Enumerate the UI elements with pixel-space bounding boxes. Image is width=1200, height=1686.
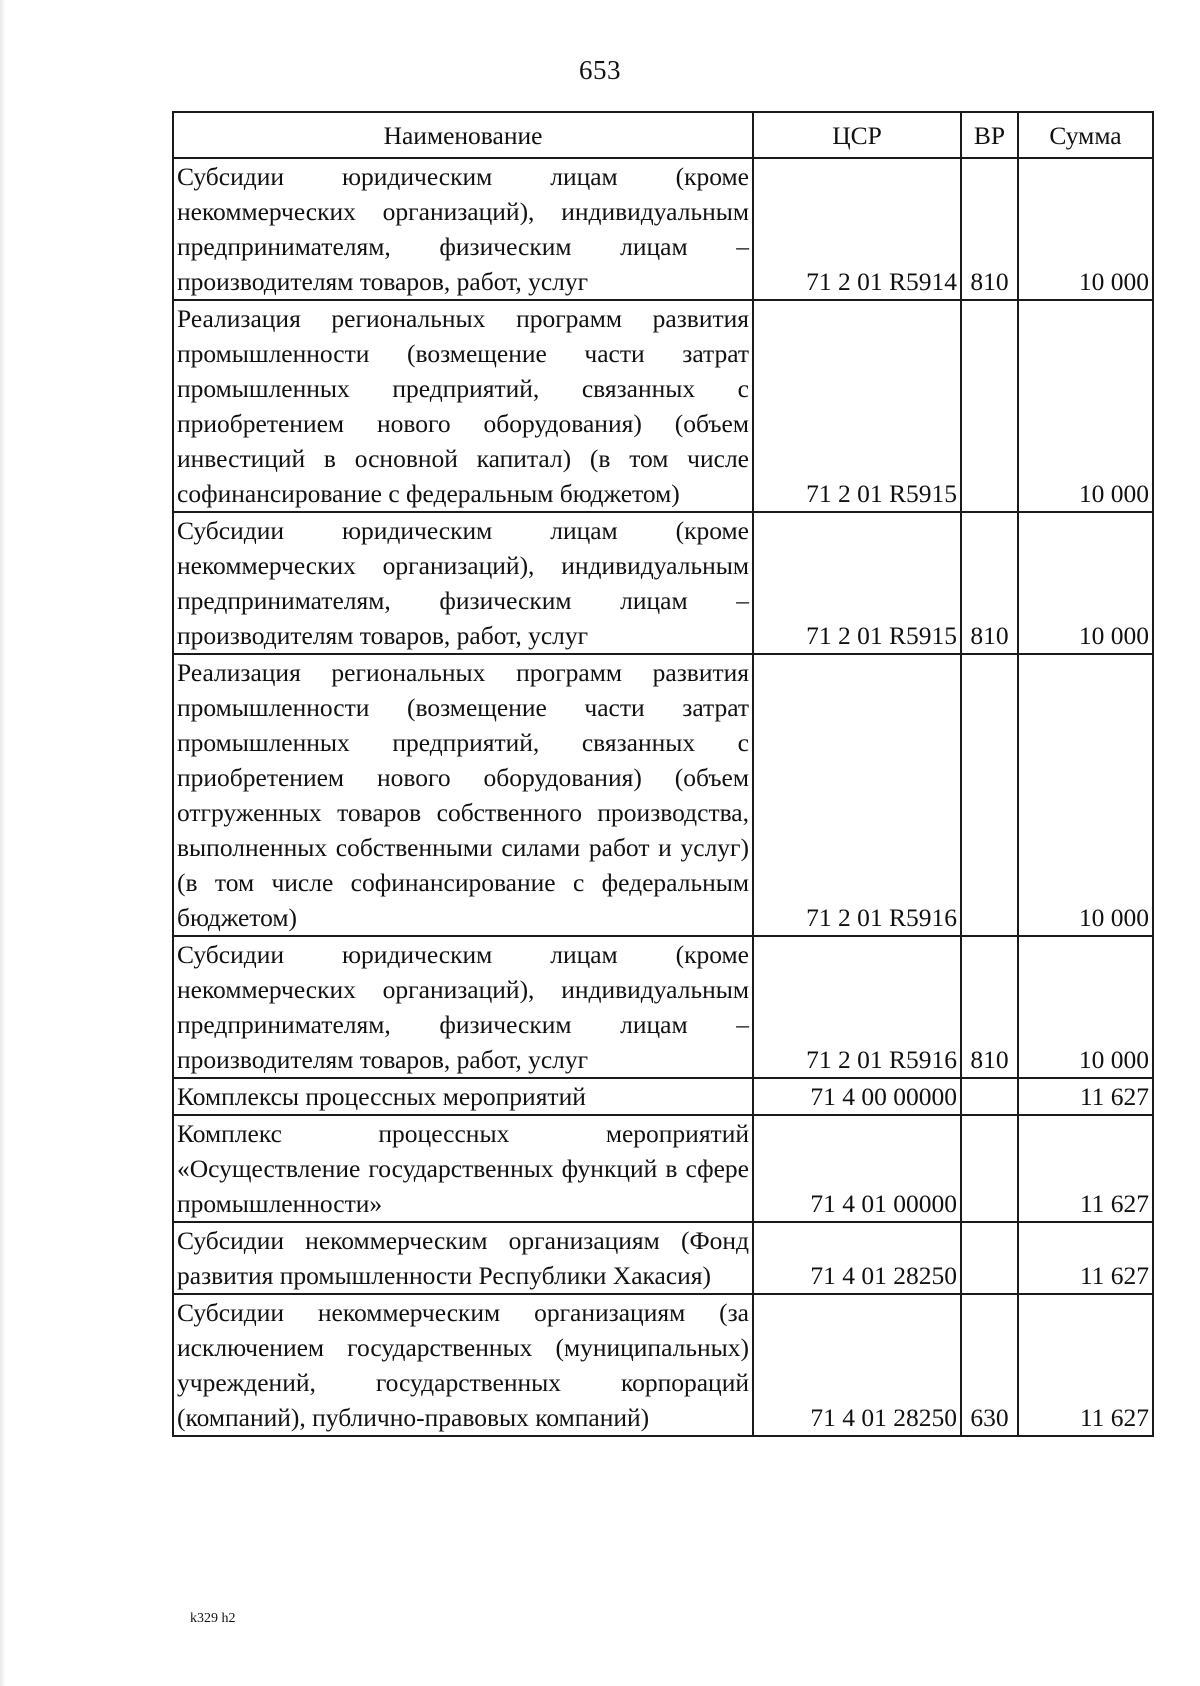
row-name: Субсидии некоммерческим организациям (Фонд развития промышленности Республики Хакасия) <box>173 1222 753 1294</box>
row-sum: 11 627 <box>1018 1078 1153 1115</box>
row-vr <box>961 1115 1018 1222</box>
row-sum: 11 627 <box>1018 1294 1153 1436</box>
row-vr <box>961 1222 1018 1294</box>
row-sum: 10 000 <box>1018 158 1153 300</box>
scan-edge <box>0 0 6 1686</box>
row-code: 71 4 01 00000 <box>753 1115 961 1222</box>
row-name: Субсидии некоммерческим организациям (за исключением государственных (муниципальных) учреждений, государственных корпораций (компаний), публично-правовых компаний) <box>173 1294 753 1436</box>
page-number: 653 <box>579 55 621 85</box>
row-sum: 10 000 <box>1018 936 1153 1078</box>
row-name: Реализация региональных программ развития промышленности (возмещение части затрат промышленных предприятий, связанных с приобретением нового оборудования) (объем отгруженных товаров собственного производства, выполненных собственными силами работ и услуг) (в том числе софинансирование с федеральным бюджетом) <box>173 654 753 936</box>
footer-document-mark: k329 h2 <box>190 1611 236 1626</box>
row-vr: 630 <box>961 1294 1018 1436</box>
row-code: 71 2 01 R5916 <box>753 654 961 936</box>
table-row <box>173 1222 1153 1294</box>
row-code: 71 2 01 R5915 <box>753 512 961 654</box>
row-sum: 11 627 <box>1018 1222 1153 1294</box>
row-name: Комплексы процессных мероприятий <box>173 1078 753 1115</box>
table-row <box>173 512 1153 654</box>
table-row <box>173 654 1153 936</box>
table-row <box>173 300 1153 512</box>
header-code: ЦСР <box>753 112 961 158</box>
table-row <box>173 936 1153 1078</box>
row-vr <box>961 300 1018 512</box>
row-code: 71 2 01 R5916 <box>753 936 961 1078</box>
row-name: Субсидии юридическим лицам (кроме некоммерческих организаций), индивидуальным предпринимателям, физическим лицам – производителям товаров, работ, услуг <box>173 936 753 1078</box>
row-sum: 10 000 <box>1018 512 1153 654</box>
row-vr: 810 <box>961 158 1018 300</box>
table-row <box>173 1294 1153 1436</box>
row-code: 71 2 01 R5915 <box>753 300 961 512</box>
row-sum: 11 627 <box>1018 1115 1153 1222</box>
row-code: 71 4 01 28250 <box>753 1294 961 1436</box>
row-name: Субсидии юридическим лицам (кроме некоммерческих организаций), индивидуальным предпринимателям, физическим лицам – производителям товаров, работ, услуг <box>173 158 753 300</box>
row-name: Реализация региональных программ развития промышленности (возмещение части затрат промышленных предприятий, связанных с приобретением нового оборудования) (объем инвестиций в основной капитал) (в том числе софинансирование с федеральным бюджетом) <box>173 300 753 512</box>
header-vr: ВР <box>961 112 1018 158</box>
table-row <box>173 1078 1153 1115</box>
header-sum: Сумма <box>1018 112 1153 158</box>
row-vr: 810 <box>961 512 1018 654</box>
header-name: Наименование <box>173 112 753 158</box>
row-sum: 10 000 <box>1018 654 1153 936</box>
row-vr <box>961 1078 1018 1115</box>
row-code: 71 4 01 28250 <box>753 1222 961 1294</box>
row-code: 71 2 01 R5914 <box>753 158 961 300</box>
row-name: Субсидии юридическим лицам (кроме некоммерческих организаций), индивидуальным предпринимателям, физическим лицам – производителям товаров, работ, услуг <box>173 512 753 654</box>
row-name: Комплекс процессных мероприятий «Осуществление государственных функций в сфере промышленности» <box>173 1115 753 1222</box>
table-row <box>173 1115 1153 1222</box>
row-vr: 810 <box>961 936 1018 1078</box>
row-sum: 10 000 <box>1018 300 1153 512</box>
row-vr <box>961 654 1018 936</box>
table-header-row <box>173 112 1153 158</box>
table-row <box>173 158 1153 300</box>
budget-table <box>172 111 1154 1437</box>
row-code: 71 4 00 00000 <box>753 1078 961 1115</box>
